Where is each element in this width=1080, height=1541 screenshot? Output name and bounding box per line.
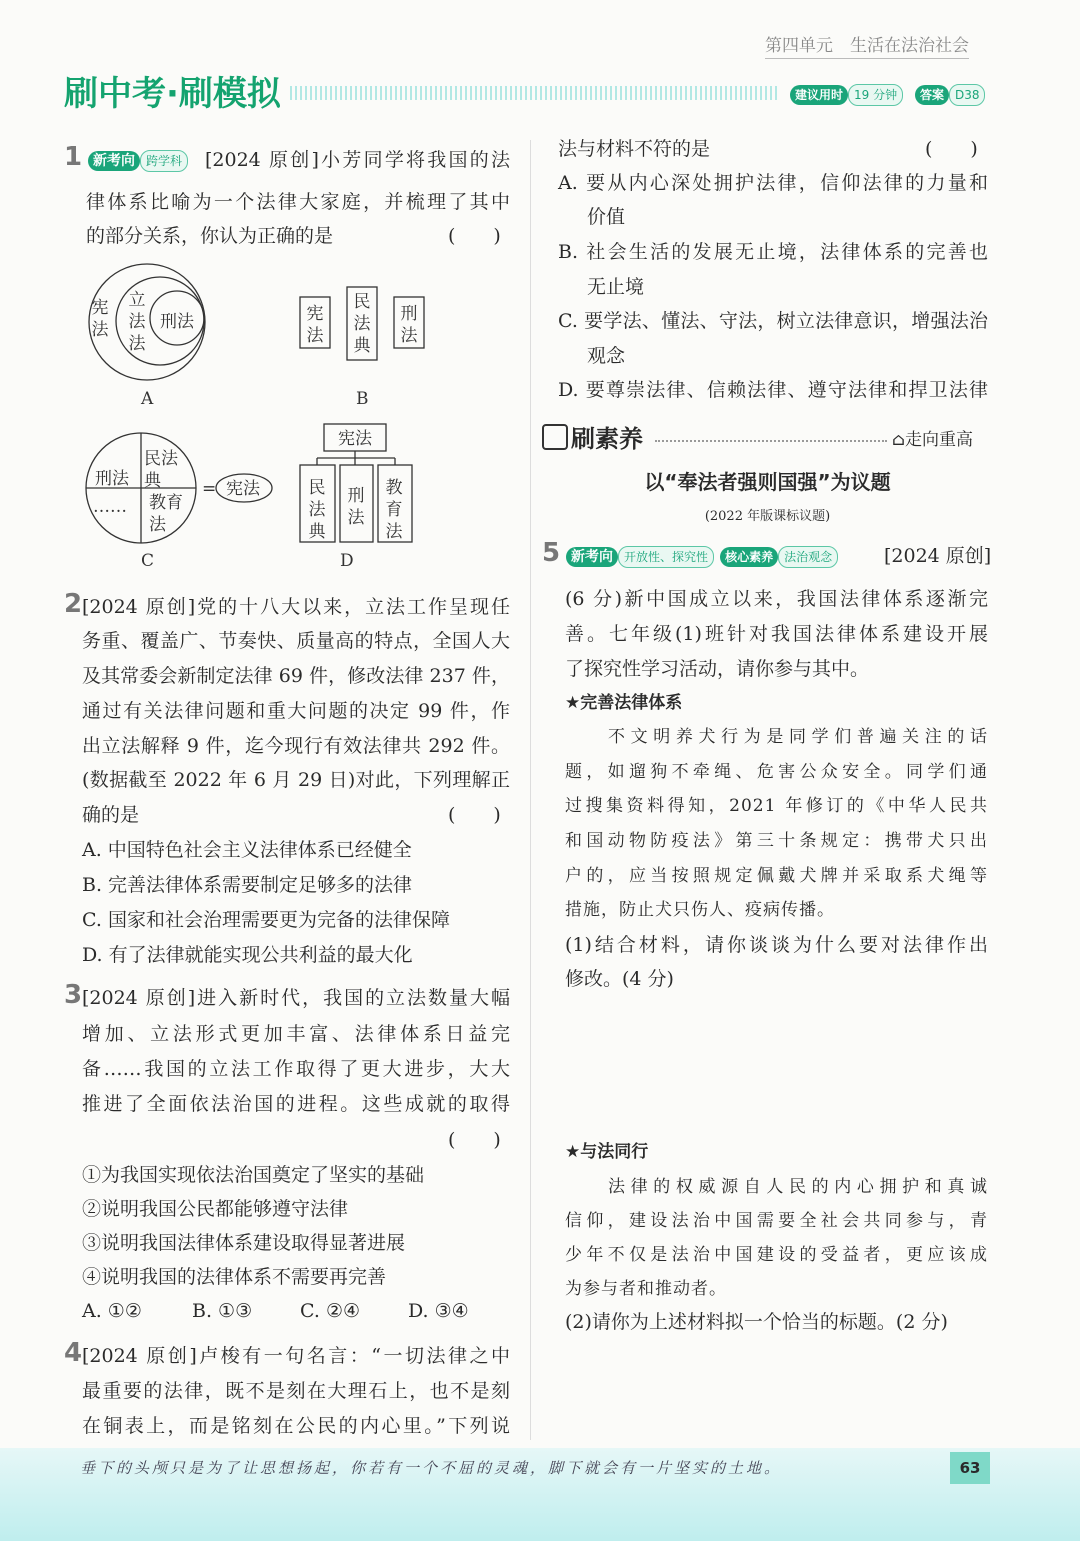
header-stripe <box>290 86 780 100</box>
q1-badges <box>88 148 188 172</box>
c-q2: 民法典 <box>144 449 178 491</box>
statement-3: ③说明我国法律体系建设取得显著进展 <box>82 1232 406 1254</box>
option-b[interactable]: B. 完善法律体系需要制定足够多的法律 <box>82 874 413 896</box>
q2-line: 通过有关法律问题和重大问题的决定 99 件，作 <box>82 700 510 722</box>
c-equals: = <box>202 479 217 499</box>
material-line: 户的，应当按照规定佩戴犬牌并采取系犬绳等 <box>565 866 988 886</box>
material-line: 过搜集资料得知，2021 年修订的《中华人民共 <box>565 796 988 816</box>
core-badge: 核心素养 <box>720 547 778 567</box>
footer-quote: 垂下的头颅只是为了让思想扬起，你若有一个不屈的灵魂，脚下就会有一片坚实的土地。 <box>80 1459 783 1477</box>
section-title <box>542 424 643 454</box>
footer-band <box>0 1448 1080 1541</box>
question-number: 5 <box>542 538 561 568</box>
option-c[interactable]: C. ②④ <box>300 1300 361 1322</box>
label-d: D <box>340 551 354 571</box>
option-b[interactable]: B. 社会生活的发展无止境，法律体系的完善也 <box>558 241 988 263</box>
q2-line: 及其常委会新制定法律 69 件，修改法律 237 件， <box>82 665 510 687</box>
c-q4: 教育法 <box>149 493 183 535</box>
topic-title: 以“奉法者强则国强”为议题 <box>644 470 891 494</box>
material-line: 为参与者和推动者。 <box>565 1279 727 1299</box>
logo: 刷中考·刷模拟 <box>64 74 281 114</box>
statement-1: ①为我国实现依法治国奠定了坚实的基础 <box>82 1164 425 1186</box>
q3-line: [2024 原创]进入新时代，我国的立法数量大幅 <box>82 987 510 1009</box>
q4-line: 在铜表上，而是铭刻在公民的内心里。”下列说 <box>82 1415 510 1437</box>
time-label: 建议用时 <box>790 85 848 105</box>
q2-line: [2024 原创]党的十八大以来，立法工作呈现任 <box>82 596 510 618</box>
option-a[interactable]: A. 中国特色社会主义法律体系已经健全 <box>82 839 412 861</box>
section-right-text: 走向重高 <box>904 430 973 450</box>
q5-badges <box>566 544 838 568</box>
label-c: C <box>141 551 155 571</box>
q4-line: 法与材料不符的是 <box>558 138 711 160</box>
question-number: 3 <box>64 980 83 1010</box>
option-b[interactable]: B. ①③ <box>192 1300 253 1322</box>
tag-badge: 开放性、探究性 <box>618 546 714 568</box>
option-d[interactable]: D. 有了法律就能实现公共利益的最大化 <box>82 944 413 966</box>
core-tag-badge: 法治观念 <box>778 546 838 568</box>
q2-line: (数据截至 2022 年 6 月 29 日)对此，下列理解正 <box>82 769 510 791</box>
topic-subtitle: (2022 年版课标议题) <box>704 509 831 524</box>
option-a-cont: 价值 <box>587 206 626 228</box>
option-a[interactable]: A. 要从内心深处拥护法律，信仰法律的力量和 <box>558 172 988 194</box>
q2-line: 出立法解释 9 件，迄今现行有效法律共 292 件。 <box>82 735 510 757</box>
q3-line: 推进了全面依法治国的进程。这些成就的取得 <box>82 1093 510 1115</box>
c-rhs: 宪法 <box>226 479 260 499</box>
answer-area-1[interactable] <box>565 1000 988 1130</box>
unit-title: 第四单元 生活在法治社会 <box>765 34 969 59</box>
option-c-cont: 观念 <box>587 345 626 367</box>
question-2: (2)请你为上述材料拟一个恰当的标题。(2 分) <box>565 1311 948 1333</box>
material-line: 法律的权威源自人民的内心拥护和真诚 <box>608 1177 988 1197</box>
diagram-b <box>356 389 369 409</box>
section-right <box>892 428 973 452</box>
new-badge: 新考向 <box>566 547 618 567</box>
q2-line: 确的是 <box>82 804 140 826</box>
label-a: A <box>141 389 154 409</box>
answer-paren[interactable]: ( ) <box>448 1129 501 1151</box>
option-c[interactable]: C. 国家和社会治理需要更为完备的法律保障 <box>82 909 450 931</box>
q2-line: 务重、覆盖广、节奏快、质量高的特点，全国人大 <box>82 630 510 652</box>
material-line: 不文明养犬行为是同学们普遍关注的话 <box>608 727 988 747</box>
question-number: 4 <box>64 1338 83 1368</box>
q5-intro: (6 分)新中国成立以来，我国法律体系逐渐完 <box>565 588 988 610</box>
q4-line: 最重要的法律，既不是刻在大理石上，也不是刻 <box>82 1380 510 1402</box>
part1-title: ★完善法律体系 <box>565 693 683 713</box>
question-1-cont: 修改。(4 分) <box>565 968 674 990</box>
d-child-3: 教育法 <box>385 478 403 542</box>
material-line: 信仰，建设法治中国需要全社会共同参与，青 <box>565 1211 988 1231</box>
a-inner: 刑法 <box>160 312 194 332</box>
q1-line: [2024 原创]小芳同学将我国的法 <box>205 149 510 171</box>
b-box-1: 宪法 <box>306 304 324 346</box>
material-line: 和国动物防疫法》第三十条规定：携带犬只出 <box>565 831 988 851</box>
q5-intro: 了探究性学习活动，请你参与其中。 <box>565 658 870 680</box>
section-title-text: 刷素养 <box>571 425 643 453</box>
answer-page: D38 <box>949 84 986 106</box>
question-number: 1 <box>64 142 83 172</box>
a-outer: 宪法 <box>91 298 109 340</box>
option-d[interactable]: D. ③④ <box>408 1300 469 1322</box>
diagram-a <box>140 312 195 409</box>
option-d[interactable]: D. 要尊崇法律、信赖法律、遵守法律和捍卫法律 <box>558 379 988 401</box>
time-value: 19 分钟 <box>848 84 903 106</box>
column-divider <box>530 140 531 1440</box>
answer-area-2[interactable] <box>565 1340 988 1440</box>
option-b-cont: 无止境 <box>587 276 645 298</box>
material-line: 少年不仅是法治中国建设的受益者，更应该成 <box>565 1245 988 1265</box>
new-badge: 新考向 <box>88 151 140 171</box>
d-top: 宪法 <box>338 429 372 449</box>
statement-2: ②说明我国公民都能够遵守法律 <box>82 1198 349 1220</box>
c-q1: 刑法 <box>95 469 129 489</box>
answer-paren[interactable]: ( ) <box>448 225 501 247</box>
option-a[interactable]: A. ①② <box>82 1300 142 1322</box>
b-box-3: 刑法 <box>400 304 418 346</box>
section-icon <box>542 424 568 450</box>
material-line: 题，如遛狗不牵绳、危害公众安全。同学们通 <box>565 762 988 782</box>
material-line: 措施，防止犬只伤人、疫病传播。 <box>565 900 835 920</box>
time-info <box>790 82 985 106</box>
d-child-2: 刑法 <box>347 486 365 528</box>
part2-title: ★与法同行 <box>565 1142 649 1162</box>
q1-line: 的部分关系，你认为正确的是 <box>86 225 334 247</box>
q4-line: [2024 原创]卢梭有一句名言：“一切法律之中 <box>82 1345 510 1367</box>
answer-label: 答案 <box>915 85 949 105</box>
statement-4: ④说明我国的法律体系不需要再完善 <box>82 1266 387 1288</box>
q5-intro: 善。七年级(1)班针对我国法律体系建设开展 <box>565 623 988 645</box>
question-1: (1)结合材料，请你谈谈为什么要对法律作出 <box>565 934 988 956</box>
q3-line: 增加、立法形式更加丰富、法律体系日益完 <box>82 1023 510 1045</box>
section-dots <box>655 440 887 442</box>
question-number: 2 <box>64 589 83 619</box>
b-box-2: 民法典 <box>353 292 371 356</box>
q1-figure <box>80 255 440 575</box>
option-c[interactable]: C. 要学法、懂法、守法，树立法律意识，增强法治 <box>558 310 988 332</box>
d-child-1: 民法典 <box>308 478 326 542</box>
page-number: 63 <box>950 1452 990 1484</box>
building-icon: ⌂ <box>892 430 905 450</box>
c-q3: …… <box>93 497 127 517</box>
a-middle: 立法法 <box>128 290 146 354</box>
answer-paren[interactable]: ( ) <box>448 804 501 826</box>
q5-source: [2024 原创] <box>884 545 992 567</box>
q1-line: 律体系比喻为一个法律大家庭，并梳理了其中 <box>86 191 510 213</box>
label-b: B <box>356 389 369 409</box>
answer-paren[interactable]: ( ) <box>925 138 978 160</box>
q3-line: 备……我国的立法工作取得了更大进步，大大 <box>82 1058 510 1080</box>
tag-badge: 跨学科 <box>140 150 188 172</box>
